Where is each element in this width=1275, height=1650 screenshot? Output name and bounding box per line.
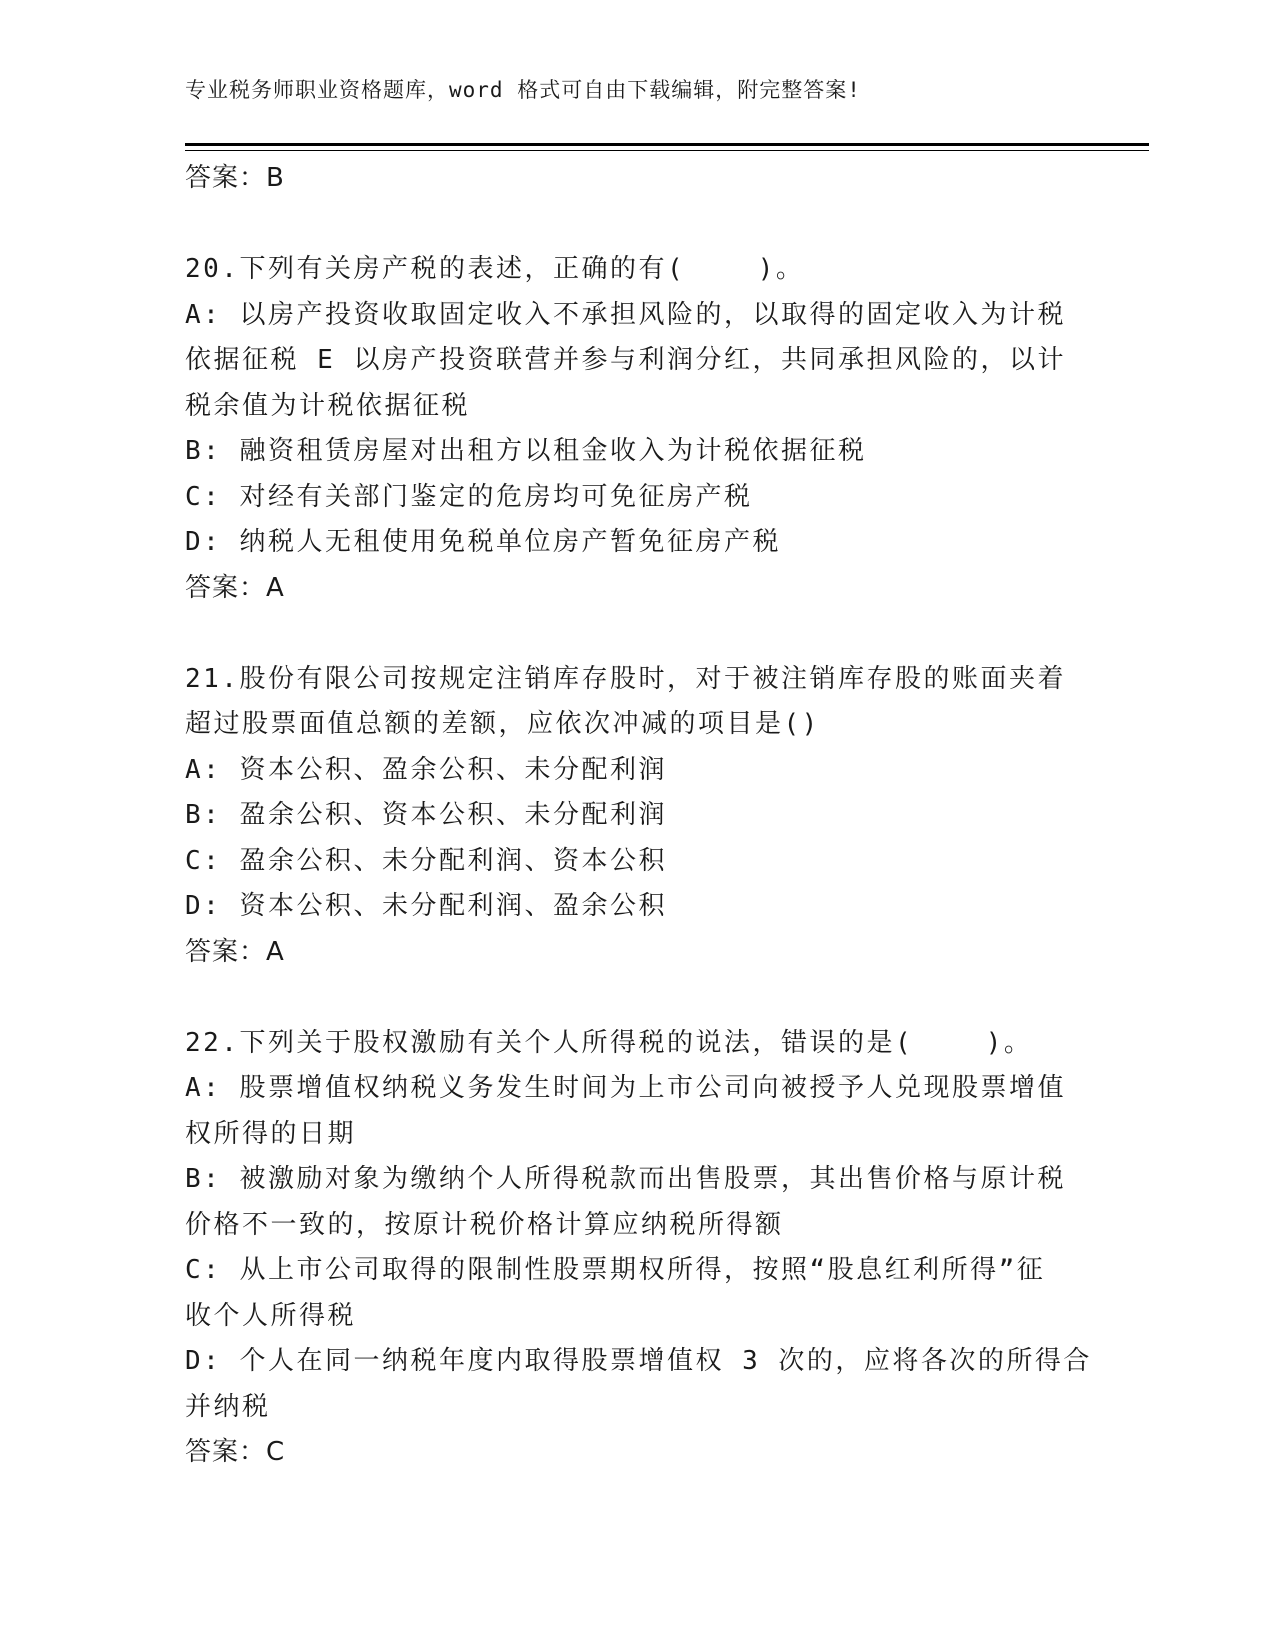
question-20-option-b: B: 融资租赁房屋对出租方以租金收入为计税依据征税 xyxy=(185,436,867,466)
question-20-option-a-line-2: 依据征税 E 以房产投资联营并参与利润分红，共同承担风险的，以计 xyxy=(185,345,1066,375)
page-header: 专业税务师职业资格题库，word 格式可自由下载编辑，附完整答案! xyxy=(185,78,861,102)
question-20-option-d: D: 纳税人无租使用免税单位房产暂免征房产税 xyxy=(185,527,781,557)
question-22-answer: 答案：C xyxy=(185,1437,286,1467)
question-21-stem-line-2: 超过股票面值总额的差额，应依次冲减的项目是() xyxy=(185,709,820,739)
question-20-option-a-line-3: 税余值为计税依据征税 xyxy=(185,390,471,421)
question-21-stem-line-1: 21.股份有限公司按规定注销库存股时，对于被注销库存股的账面夹着 xyxy=(185,663,1066,694)
answer-previous: 答案：B xyxy=(185,163,285,193)
question-20-answer: 答案：A xyxy=(185,572,285,603)
question-20-option-c: C: 对经有关部门鉴定的危房均可免征房产税 xyxy=(185,481,753,512)
question-21-option-d: D: 资本公积、未分配利润、盈余公积 xyxy=(185,891,667,921)
spacer xyxy=(185,202,1085,248)
header-divider-thick xyxy=(185,143,1149,146)
question-22-option-b-line-1: B: 被激励对象为缴纳个人所得税款而出售股票，其出售价格与原计税 xyxy=(185,1164,1066,1194)
question-21-answer: 答案：A xyxy=(185,936,285,967)
question-21-option-a: A: 资本公积、盈余公积、未分配利润 xyxy=(185,754,667,785)
question-22-option-c-line-1: C: 从上市公司取得的限制性股票期权所得，按照“股息红利所得”征 xyxy=(185,1255,1046,1285)
question-21-option-b: B: 盈余公积、资本公积、未分配利润 xyxy=(185,800,667,830)
question-22-option-b-line-2: 价格不一致的，按原计税价格计算应纳税所得额 xyxy=(185,1209,784,1240)
spacer xyxy=(185,975,1085,1021)
spacer xyxy=(185,611,1085,657)
question-20-stem: 20.下列有关房产税的表述，正确的有( )。 xyxy=(185,254,805,284)
question-22-option-a-line-1: A: 股票增值权纳税义务发生时间为上市公司向被授予人兑现股票增值 xyxy=(185,1073,1066,1103)
question-22-stem: 22.下列关于股权激励有关个人所得税的说法，错误的是( )。 xyxy=(185,1027,1033,1058)
document-body xyxy=(185,156,1092,1476)
header-divider-thin xyxy=(185,150,1149,151)
question-21-option-c: C: 盈余公积、未分配利润、资本公积 xyxy=(185,845,667,876)
question-22-option-a-line-2: 权所得的日期 xyxy=(185,1118,357,1149)
question-20-option-a-line-1: A: 以房产投资收取固定收入不承担风险的，以取得的固定收入为计税 xyxy=(185,299,1066,330)
question-22-option-d-line-1: D: 个人在同一纳税年度内取得股票增值权 3 次的，应将各次的所得合 xyxy=(185,1346,1092,1376)
question-22-option-d-line-2: 并纳税 xyxy=(185,1391,271,1422)
question-22-option-c-line-2: 收个人所得税 xyxy=(185,1300,357,1331)
